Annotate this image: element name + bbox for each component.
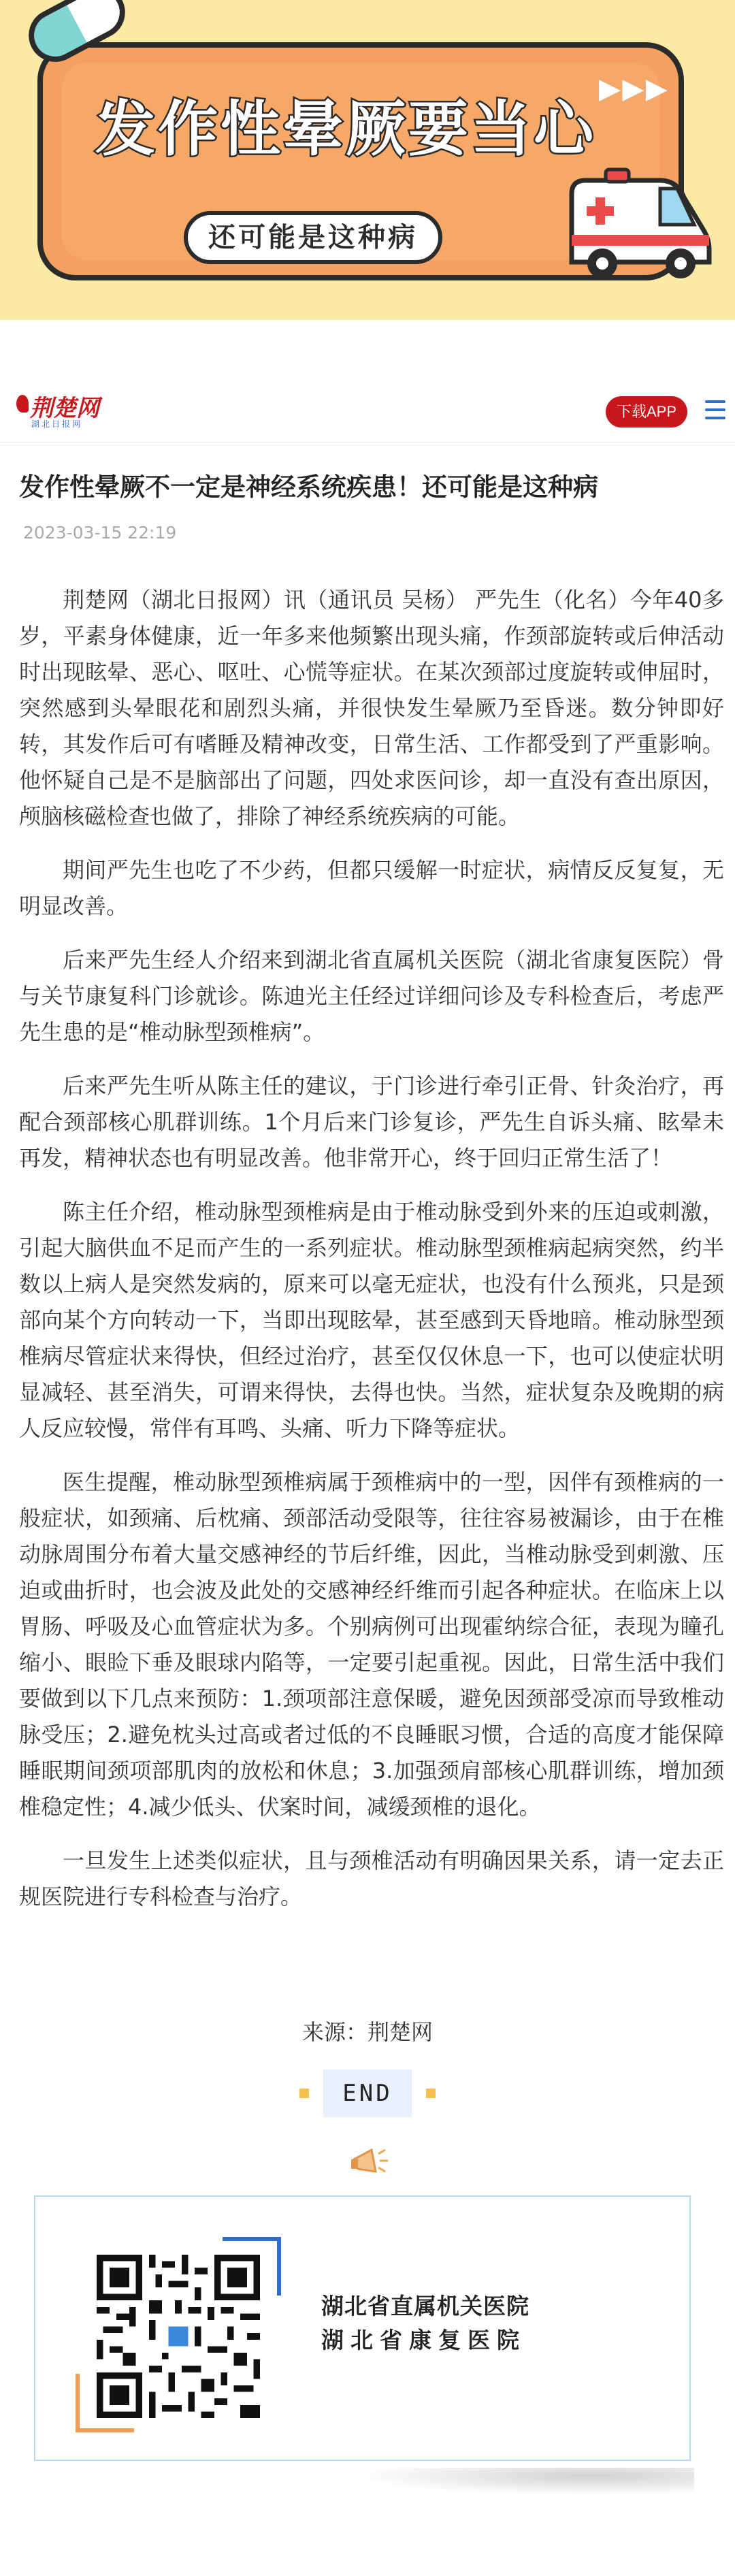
article-paragraph: 一旦发生上述类似症状，且与颈椎活动有明确因果关系，请一定去正规医院进行专科检查与治疗。 [19,1848,724,1910]
card-shadow [354,2468,694,2495]
menu-icon[interactable] [705,400,725,423]
logo-subtext: 湖北日报网 [31,419,83,429]
article-paragraph: 后来严先生经人介绍来到湖北省直属机关医院（湖北省康复医院）骨与关节康复科门诊就诊。陈迪光主任经过详细问诊及专科检查后，考虑严先生患的是“椎动脉型颈椎病”。 [19,947,724,1045]
article-paragraph: 后来严先生听从陈主任的建议，于门诊进行牵引正骨、针灸治疗，再配合颈部核心肌群训练。1个月后来门诊复诊，严先生自诉头痛、眩晕未再发，精神状态也有明显改善。他非常开心，终于回归正常生活了！ [19,1073,724,1171]
banner-title: 发作性晕厥要当心 [95,94,597,164]
download-app-button[interactable]: 下载APP [606,396,687,428]
article-paragraph: 荆楚网（湖北日报网）讯（通讯员 吴杨） 严先生（化名）今年40多岁，平素身体健康，近一年多来他频繁出现头痛，作颈部旋转或后伸活动时出现眩晕、恶心、呕吐、心慌等症状。在某次颈部过度旋转或伸屈时，突然感到头晕眼花和剧烈头痛，并很快发生晕厥乃至昏迷。数分钟即好转，其发作后可有嗜睡及精神改变，日常生活、工作都受到了严重影响。他怀疑自己是不是脑部出了问题，四处求医问诊，却一直没有查出原因，颅脑核磁检查也做了，排除了神经系统疾病的可能。 [19,587,724,829]
arrows-icon: ▶▶▶ [599,71,669,105]
article-paragraph: 医生提醒，椎动脉型颈椎病属于颈椎病中的一型，因伴有颈椎病的一般症状，如颈痛、后枕痛、颈部活动受限等，往往容易被漏诊，由于在椎动脉周围分布着大量交感神经的节后纤维，因此，当椎动脉受到刺激、压迫或曲折时，也会波及此处的交感神经纤维而引起各种症状。在临床上以胃肠、呼吸及心血管症状为多。个别病例可出现霍纳综合征，表现为瞳孔缩小、眼睑下垂及眼球内陷等，一定要引起重视。因此，日常生活中我们要做到以下几点来预防：1.颈项部注意保暖，避免因颈部受凉而导致椎动脉受压；2.避免枕头过高或者过低的不良睡眠习惯，合适的高度才能保障睡眠期间颈项部肌肉的放松和休息；3.加强颈肩部核心肌群训练，增加颈椎稳定性；4.减少低头、伏案时间，减缓颈椎的退化。 [19,1469,724,1820]
site-logo[interactable] [16,389,118,433]
site-header [0,381,735,442]
qr-code-icon[interactable] [97,2255,260,2418]
ambulance-icon [558,167,715,283]
megaphone-icon [348,2144,389,2182]
article-paragraph: 陈主任介绍，椎动脉型颈椎病是由于椎动脉受到外来的压迫或刺激，引起大脑供血不足而产生的一系列症状。椎动脉型颈椎病起病突然，约半数以上病人是突然发病的，原来可以毫无症状，也没有什么预兆，只是颈部向某个方向转动一下，当即出现眩晕，甚至感到天昏地暗。椎动脉型颈椎病尽管症状来得快，但经过治疗，甚至仅仅休息一下，也可以使症状明显减轻、甚至消失，可谓来得快，去得也快。当然，症状复杂及晚期的病人反应较慢，常伴有耳鸣、头痛、听力下降等症状。 [19,1199,724,1441]
banner-subtitle: 还可能是这种病 [184,211,442,264]
hospital-card [34,2195,691,2461]
article-source: 来源：荆楚网 [301,2019,433,2045]
logo-mark-icon [16,395,29,413]
end-label: END [323,2070,412,2117]
end-dot-left [299,2089,309,2098]
logo-text: 荆楚网 [30,395,99,422]
end-marker [0,2070,735,2117]
article-body [19,582,724,1933]
qr-frame [80,2241,277,2428]
end-dot-right [426,2089,436,2098]
article-paragraph: 期间严先生也吃了不少药，但都只缓解一时症状，病情反反复复，无明显改善。 [19,857,724,919]
hospital-name: 湖北省直属机关医院 [321,2293,529,2319]
article-title: 发作性晕厥不一定是神经系统疾患！还可能是这种病 [19,472,598,502]
article-date: 2023-03-15 22:19 [23,523,177,543]
header-banner [0,0,735,320]
hospital-alt-name: 湖北省康复医院 [321,2327,526,2353]
